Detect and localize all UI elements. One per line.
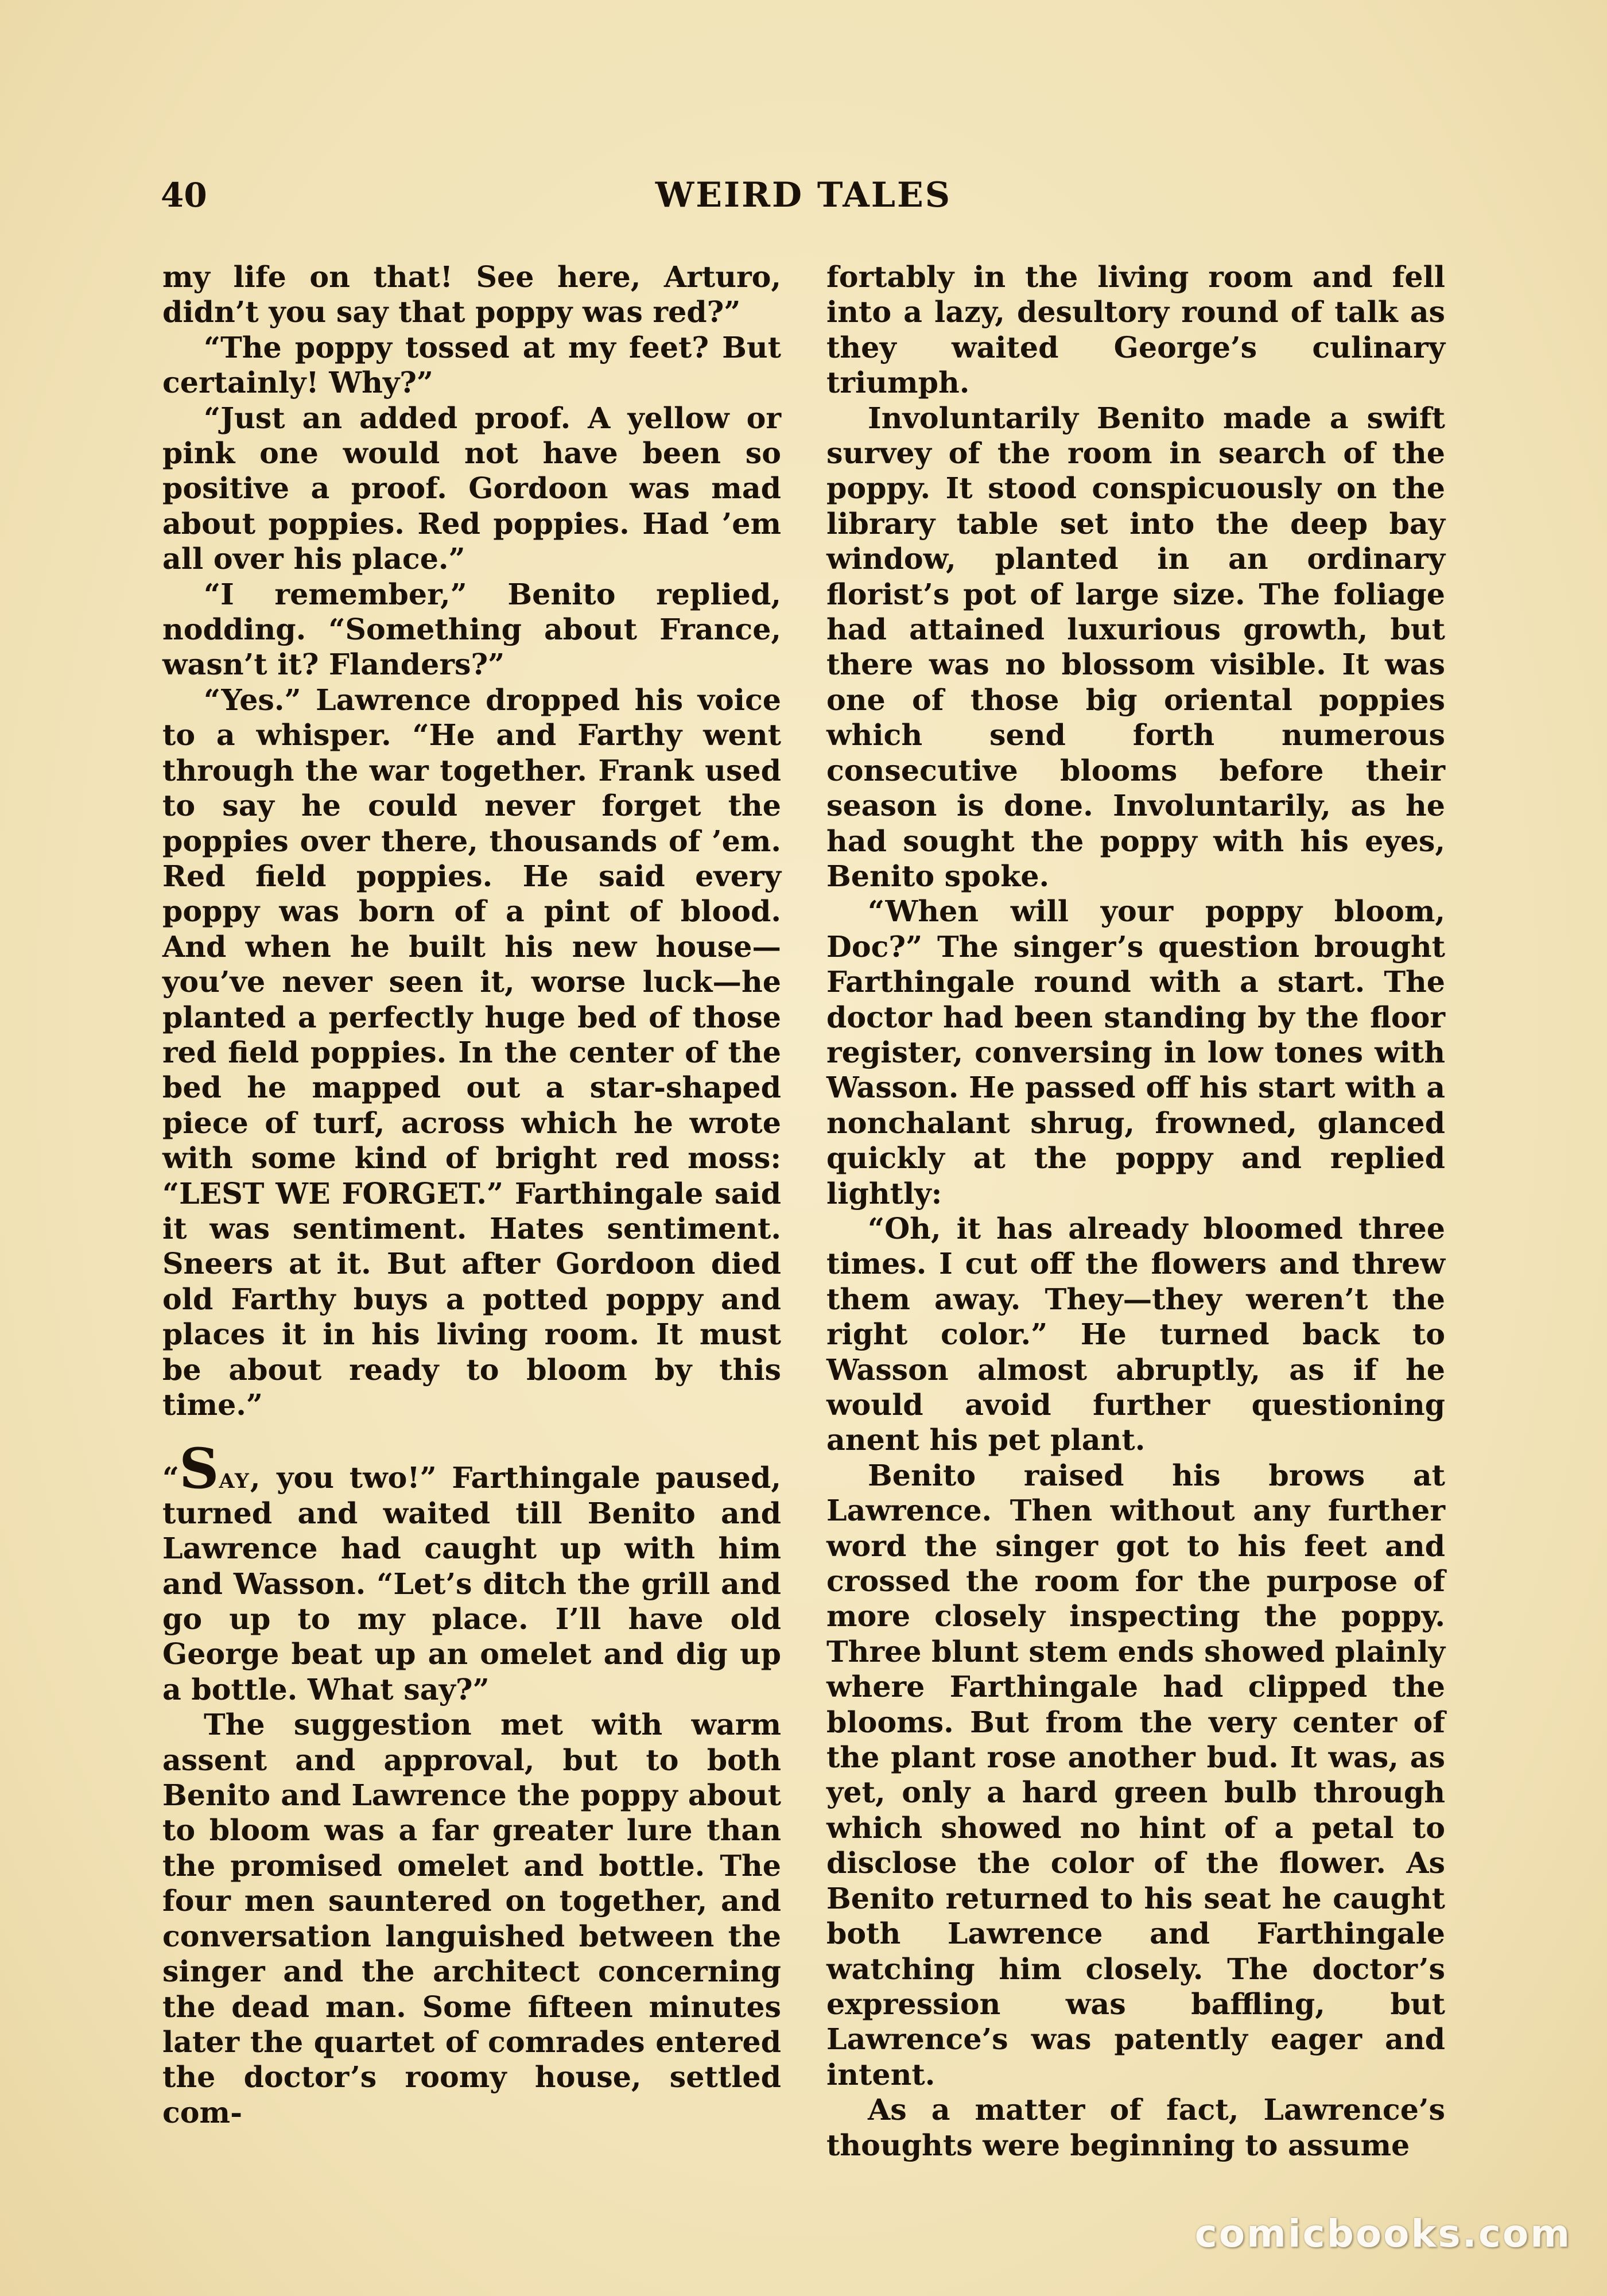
page-header — [161, 172, 1446, 218]
paragraph: “Just an added proof. A yellow or pink one would not have been so positive a proof. Gordoon was mad about poppies. Red poppies. Had ’em all over his place.” — [162, 400, 781, 576]
paragraph: fortably in the living room and fell into a lazy, desultory round of talk as they waited George’s culinary triumph. — [826, 259, 1445, 400]
paragraph-text: you two!” Farthingale paused, turned and waited till Benito and Lawrence had caught up with him and Wasson. “Let’s ditch the grill and go up to my place. I’ll have old George beat up an omelet and dig up a bottle. What say?” — [162, 1460, 781, 1707]
paragraph: Benito raised his brows at Lawrence. Then without any further word the singer got to his feet and crossed the room for the purpose of more closely inspecting the poppy. Three blunt stem ends showed plainly where Farthingale had clipped the blooms. But from the very center of the plant rose another bud. It was, as yet, only a hard green bulb through which showed no hint of a petal to disclose the color of the flower. As Benito returned to his seat he caught both Lawrence and Farthingale watching him closely. The doctor’s expression was baffling, but Lawrence’s was patently eager and intent. — [826, 1457, 1445, 2092]
opening-quote: “ — [162, 1460, 180, 1495]
page-number: 40 — [161, 176, 207, 215]
paragraph: The suggestion met with warm assent and approval, but to both Benito and Lawrence the poppy about to bloom was a far greater lure than the promised omelet and bottle. The four men sauntered on together, and conversation languished between the singer and the architect concerning the dead man. Some fifteen minutes later the quartet of comrades entered the doctor’s roomy house, settled com- — [162, 1707, 781, 2130]
paragraph: “When will your poppy bloom, Doc?” The singer’s question brought Farthingale round with a start. The doctor had been standing by the floor register, conversing in low tones with Wasson. He passed off his start with a nonchalant shrug, frowned, glanced quickly at the poppy and replied lightly: — [826, 894, 1445, 1211]
drop-cap: S — [179, 1436, 219, 1502]
left-column — [162, 259, 781, 2130]
paragraph: “Yes.” Lawrence dropped his voice to a whisper. “He and Farthy went through the war together. Frank used to say he could never forget the poppies over there, thousands of ’em. Red field poppies. He said every poppy was born of a pint of blood. And when he built his new house—you’ve never seen it, worse luck—he planted a perfectly huge bed of those red field poppies. In the center of the bed he mapped out a star-shaped piece of turf, across which he wrote with some kind of bright red moss: “LEST WE FORGET.” Farthingale said it was sentiment. Hates sentiment. Sneers at it. But after Gordoon died old Farthy buys a potted poppy and places it in his living room. It must be about ready to bloom by this time.” — [162, 682, 781, 1422]
paragraph: “I remember,” Benito replied, nodding. “Something about France, wasn’t it? Flanders?” — [162, 576, 781, 682]
paragraph: As a matter of fact, Lawrence’s thoughts were beginning to assume — [826, 2092, 1445, 2162]
paragraph: “Oh, it has already bloomed three times. I cut off the flowers and threw them away. They—they weren’t the right color.” He turned back to Wasson almost abruptly, as if he would avoid further questioning anent his pet plant. — [826, 1211, 1445, 1457]
watermark-text: comicbooks.com — [1194, 2212, 1571, 2256]
small-caps-word: ay, — [219, 1460, 262, 1495]
section-break — [162, 1422, 781, 1455]
section-opening-paragraph — [162, 1436, 781, 1707]
running-head: WEIRD TALES — [655, 175, 952, 215]
paragraph: “The poppy tossed at my feet? But certainly! Why?” — [162, 329, 781, 400]
right-column — [826, 259, 1445, 2163]
paragraph: my life on that! See here, Arturo, didn’t you say that poppy was red?” — [162, 259, 781, 329]
paragraph: Involuntarily Benito made a swift survey of the room in search of the poppy. It stood conspicuously on the library table set into the deep bay window, planted in an ordinary florist’s pot of large size. The foliage had attained luxurious growth, but there was no blossom visible. It was one of those big oriental poppies which send forth numerous consecutive blooms before their season is done. Involuntarily, as he had sought the poppy with his eyes, Benito spoke. — [826, 400, 1445, 893]
